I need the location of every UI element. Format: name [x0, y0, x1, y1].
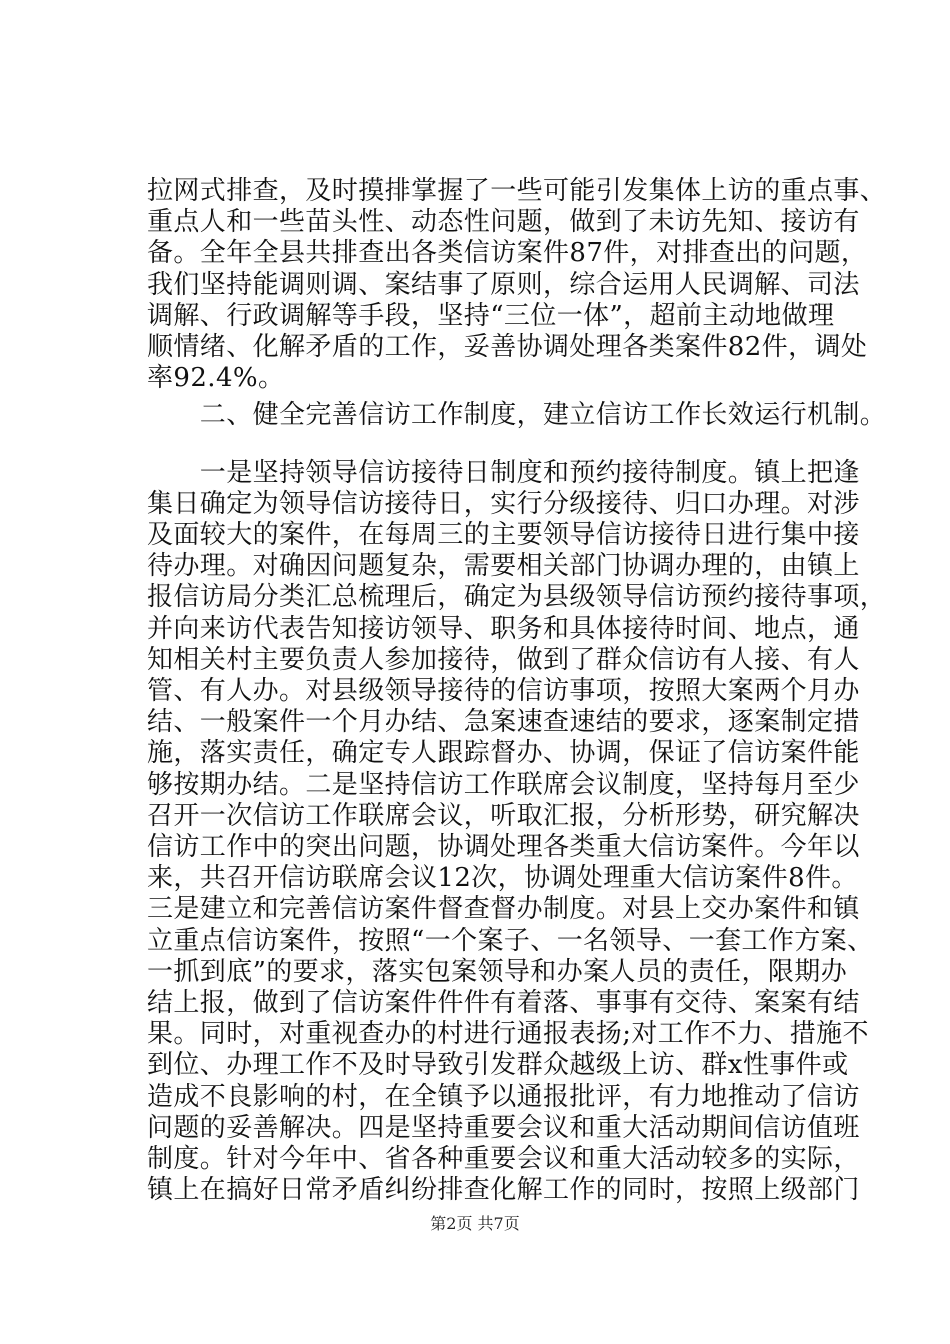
text-line: 拉网式排查，及时摸排掌握了一些可能引发集体上访的重点事、: [147, 176, 887, 206]
text-line: 施，落实责任，确定专人跟踪督办、协调，保证了信访案件能: [147, 738, 860, 768]
text-line: 备。全年全县共排查出各类信访案件87件，对排查出的问题，: [147, 238, 868, 268]
text-line: 来，共召开信访联席会议12次，协调处理重大信访案件8件。: [147, 863, 858, 893]
text-line: 立重点信访案件，按照“一个案子、一名领导、一套工作方案、: [147, 926, 874, 956]
page-footer: 第2页 共7页: [430, 1214, 520, 1233]
text-line: 结、一般案件一个月办结、急案速查速结的要求，逐案制定措: [147, 707, 860, 737]
text-line: 我们坚持能调则调、案结事了原则，综合运用人民调解、司法: [147, 270, 860, 300]
text-line: 一抓到底”的要求，落实包案领导和办案人员的责任，限期办: [147, 957, 848, 987]
text-line: 问题的妥善解决。四是坚持重要会议和重大活动期间信访值班: [147, 1113, 860, 1143]
text-line: 管、有人办。对县级领导接待的信访事项，按照大案两个月办: [147, 676, 860, 706]
text-line: 够按期办结。二是坚持信访工作联席会议制度，坚持每月至少: [147, 770, 860, 800]
text-line: 调解、行政调解等手段，坚持“三位一体”，超前主动地做理: [147, 301, 835, 331]
text-line: 顺情绪、化解矛盾的工作，妥善协调处理各类案件82件，调处: [147, 332, 868, 362]
text-line: 并向来访代表告知接访领导、职务和具体接待时间、地点，通: [147, 614, 860, 644]
text-line: 到位、办理工作不及时导致引发群众越级上访、群x性事件或: [147, 1050, 849, 1080]
text-line: 召开一次信访工作联席会议，听取汇报，分析形势，研究解决: [147, 801, 860, 831]
text-line: 集日确定为领导信访接待日，实行分级接待、归口办理。对涉: [147, 489, 860, 519]
text-line: 信访工作中的突出问题，协调处理各类重大信访案件。今年以: [147, 832, 860, 862]
text-line: 三是建立和完善信访案件督查督办制度。对县上交办案件和镇: [147, 894, 860, 924]
section-heading: 二、健全完善信访工作制度，建立信访工作长效运行机制。: [147, 400, 887, 430]
text-line: 待办理。对确因问题复杂，需要相关部门协调办理的，由镇上: [147, 551, 860, 581]
text-line: 知相关村主要负责人参加接待，做到了群众信访有人接、有人: [147, 645, 860, 675]
text-line: 制度。针对今年中、省各种重要会议和重大活动较多的实际，: [147, 1144, 860, 1174]
text-line: 结上报，做到了信访案件件件有着落、事事有交待、案案有结: [147, 988, 860, 1018]
text-line: 一是坚持领导信访接待日制度和预约接待制度。镇上把逢: [147, 458, 860, 488]
text-line: 造成不良影响的村，在全镇予以通报批评，有力地推动了信访: [147, 1082, 860, 1112]
text-line: 及面较大的案件，在每周三的主要领导信访接待日进行集中接: [147, 520, 860, 550]
text-line: 果。同时，对重视查办的村进行通报表扬;对工作不力、措施不: [147, 1019, 869, 1049]
text-line: 重点人和一些苗头性、动态性问题，做到了未访先知、接访有: [147, 207, 860, 237]
text-line: 报信访局分类汇总梳理后，确定为县级领导信访预约接待事项，: [147, 582, 887, 612]
text-line: 率92.4%。: [147, 363, 285, 393]
text-line: 镇上在搞好日常矛盾纠纷排查化解工作的同时，按照上级部门: [147, 1175, 860, 1205]
